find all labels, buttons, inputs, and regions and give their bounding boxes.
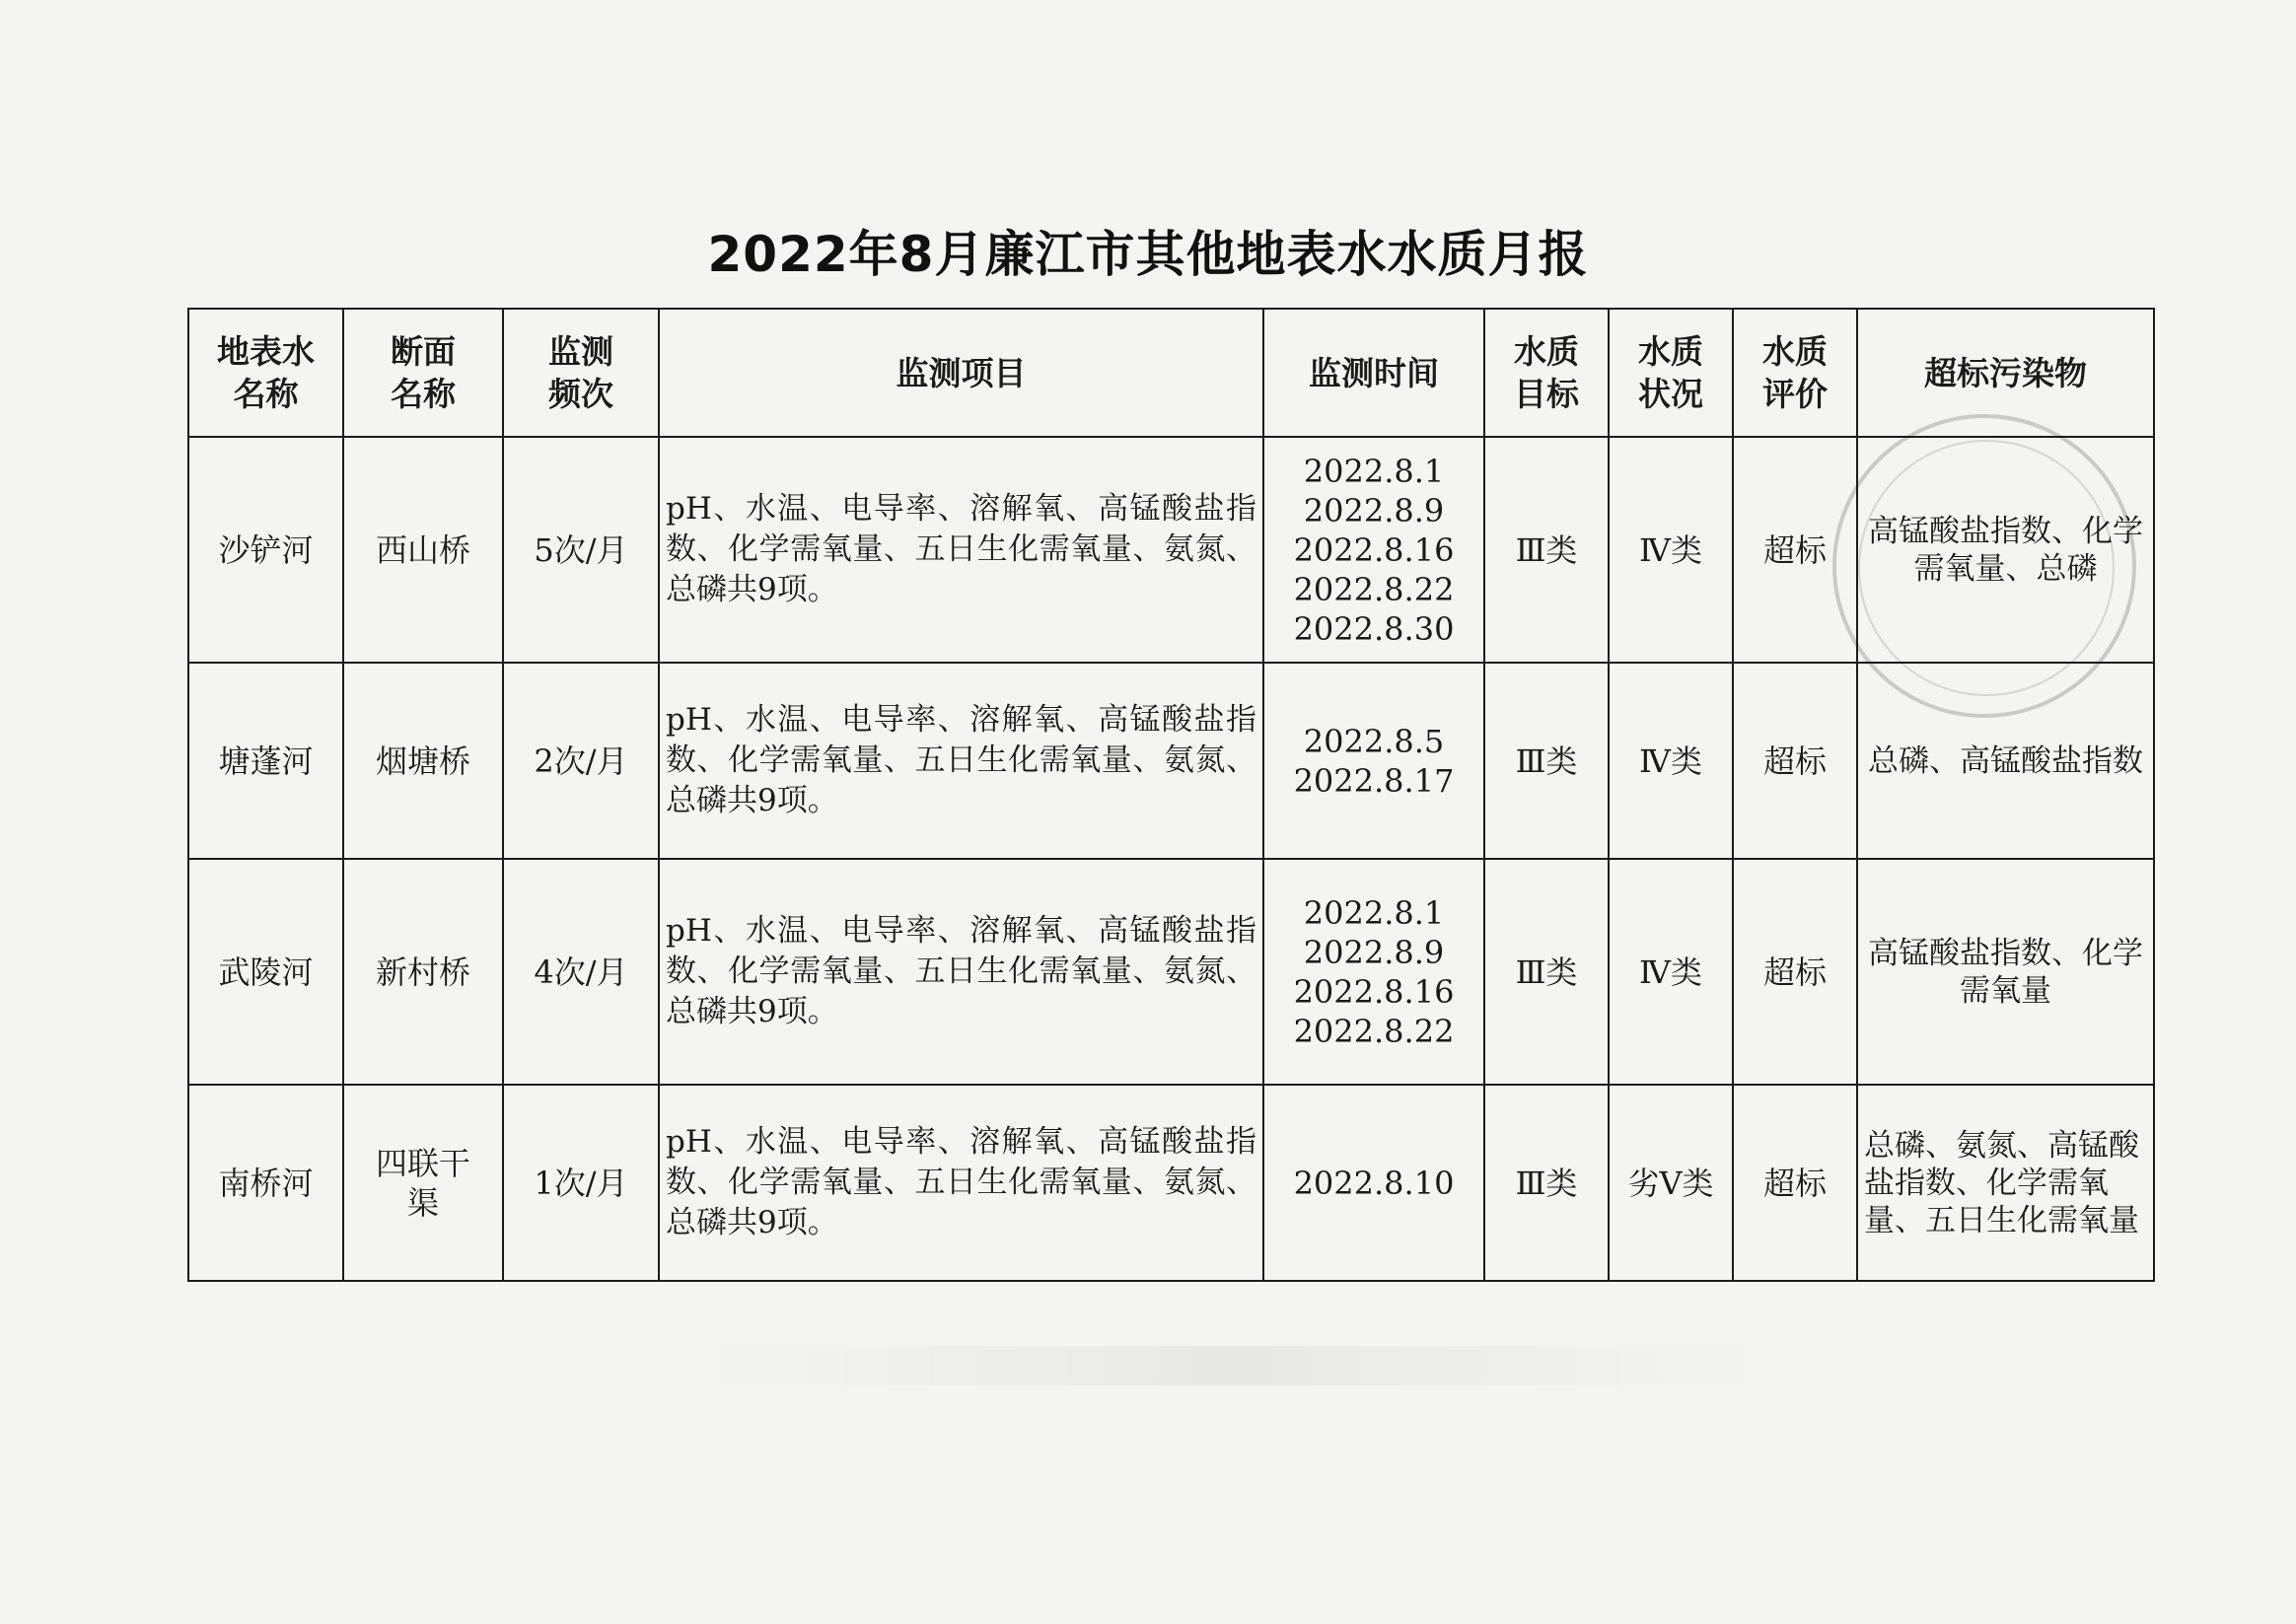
table-row: [188, 437, 2154, 663]
cell-pollutants: 总磷、高锰酸盐指数: [1857, 663, 2154, 859]
cell-target: Ⅲ类: [1484, 1085, 1609, 1281]
scan-bleed-through: [690, 1346, 1775, 1385]
cell-status: 劣Ⅴ类: [1609, 1085, 1733, 1281]
header-status: 水质 状况: [1609, 309, 1733, 437]
cell-status: Ⅳ类: [1609, 663, 1733, 859]
cell-frequency: 4次/月: [503, 859, 659, 1085]
cell-section-name: 新村桥: [343, 859, 503, 1085]
header-section-name: 断面 名称: [343, 309, 503, 437]
page-title: 2022年8月廉江市其他地表水水质月报: [707, 226, 1589, 283]
cell-target: Ⅲ类: [1484, 437, 1609, 663]
cell-water-name: 塘蓬河: [188, 663, 343, 859]
cell-pollutants: 高锰酸盐指数、化学需氧量、总磷: [1857, 437, 2154, 663]
cell-frequency: 5次/月: [503, 437, 659, 663]
cell-water-name: 南桥河: [188, 1085, 343, 1281]
cell-water-name: 武陵河: [188, 859, 343, 1085]
header-target: 水质 目标: [1484, 309, 1609, 437]
water-quality-table: [187, 308, 2155, 1282]
cell-frequency: 1次/月: [503, 1085, 659, 1281]
table-row: [188, 1085, 2154, 1281]
cell-times: 2022.8.5 2022.8.17: [1263, 663, 1484, 859]
cell-pollutants: 高锰酸盐指数、化学需氧量: [1857, 859, 2154, 1085]
cell-status: Ⅳ类: [1609, 859, 1733, 1085]
cell-items: pH、水温、电导率、溶解氧、高锰酸盐指数、化学需氧量、五日生化需氧量、氨氮、总磷共9项。: [659, 859, 1263, 1085]
cell-water-name: 沙铲河: [188, 437, 343, 663]
cell-evaluation: 超标: [1733, 663, 1857, 859]
table-header-row: [188, 309, 2154, 437]
cell-section-name: 西山桥: [343, 437, 503, 663]
cell-items: pH、水温、电导率、溶解氧、高锰酸盐指数、化学需氧量、五日生化需氧量、氨氮、总磷共9项。: [659, 663, 1263, 859]
cell-evaluation: 超标: [1733, 1085, 1857, 1281]
header-frequency: 监测 频次: [503, 309, 659, 437]
header-pollutants: 超标污染物: [1857, 309, 2154, 437]
cell-times: 2022.8.1 2022.8.9 2022.8.16 2022.8.22: [1263, 859, 1484, 1085]
cell-target: Ⅲ类: [1484, 859, 1609, 1085]
table-row: [188, 663, 2154, 859]
header-water-name: 地表水 名称: [188, 309, 343, 437]
cell-items: pH、水温、电导率、溶解氧、高锰酸盐指数、化学需氧量、五日生化需氧量、氨氮、总磷共9项。: [659, 1085, 1263, 1281]
cell-status: Ⅳ类: [1609, 437, 1733, 663]
cell-items: pH、水温、电导率、溶解氧、高锰酸盐指数、化学需氧量、五日生化需氧量、氨氮、总磷共9项。: [659, 437, 1263, 663]
table-row: [188, 859, 2154, 1085]
cell-pollutants: 总磷、氨氮、高锰酸盐指数、化学需氧量、五日生化需氧量: [1857, 1085, 2154, 1281]
cell-section-name: 四联干渠: [343, 1085, 503, 1281]
cell-evaluation: 超标: [1733, 859, 1857, 1085]
cell-target: Ⅲ类: [1484, 663, 1609, 859]
cell-times: 2022.8.10: [1263, 1085, 1484, 1281]
header-evaluation: 水质 评价: [1733, 309, 1857, 437]
cell-evaluation: 超标: [1733, 437, 1857, 663]
header-items: 监测项目: [659, 309, 1263, 437]
cell-times: 2022.8.1 2022.8.9 2022.8.16 2022.8.22 2022.8.30: [1263, 437, 1484, 663]
cell-section-name: 烟塘桥: [343, 663, 503, 859]
header-time: 监测时间: [1263, 309, 1484, 437]
cell-frequency: 2次/月: [503, 663, 659, 859]
